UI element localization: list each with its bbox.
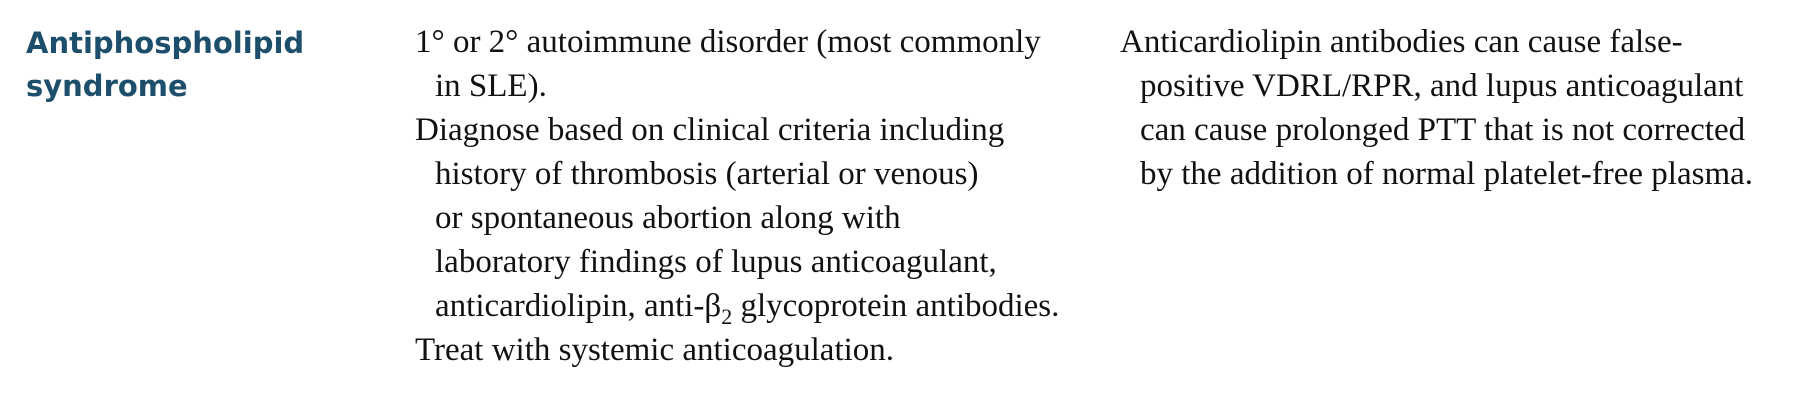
description-line: or spontaneous abortion along with (435, 200, 901, 236)
term-heading (26, 22, 356, 108)
description-line: laboratory findings of lupus anticoagulant, (435, 244, 997, 280)
notes-column (1120, 20, 1806, 196)
description-line: in SLE). (435, 68, 547, 104)
description-line: Diagnose based on clinical criteria including (415, 112, 1005, 148)
term-line: Antiphospholipid (26, 26, 305, 60)
description-column (415, 20, 1115, 372)
subscript: 2 (721, 304, 733, 329)
description-line (415, 284, 1115, 328)
notes-line: by the addition of normal platelet-free plasma. (1140, 156, 1754, 192)
description-line: Treat with systemic anticoagulation. (415, 332, 895, 368)
description-line: 1° or 2° autoimmune disorder (most commonly (415, 24, 1041, 60)
term-line: syndrome (26, 69, 188, 103)
notes-line: Anticardiolipin antibodies can cause false- (1120, 24, 1683, 60)
notes-line: positive VDRL/RPR, and lupus anticoagulant (1140, 68, 1744, 104)
text-fragment: glycoprotein antibodies. (732, 288, 1060, 324)
notes-line: can cause prolonged PTT that is not corrected (1140, 112, 1746, 148)
description-line: history of thrombosis (arterial or venous) (435, 156, 979, 192)
text-fragment: anticardiolipin, anti-β (435, 288, 722, 324)
